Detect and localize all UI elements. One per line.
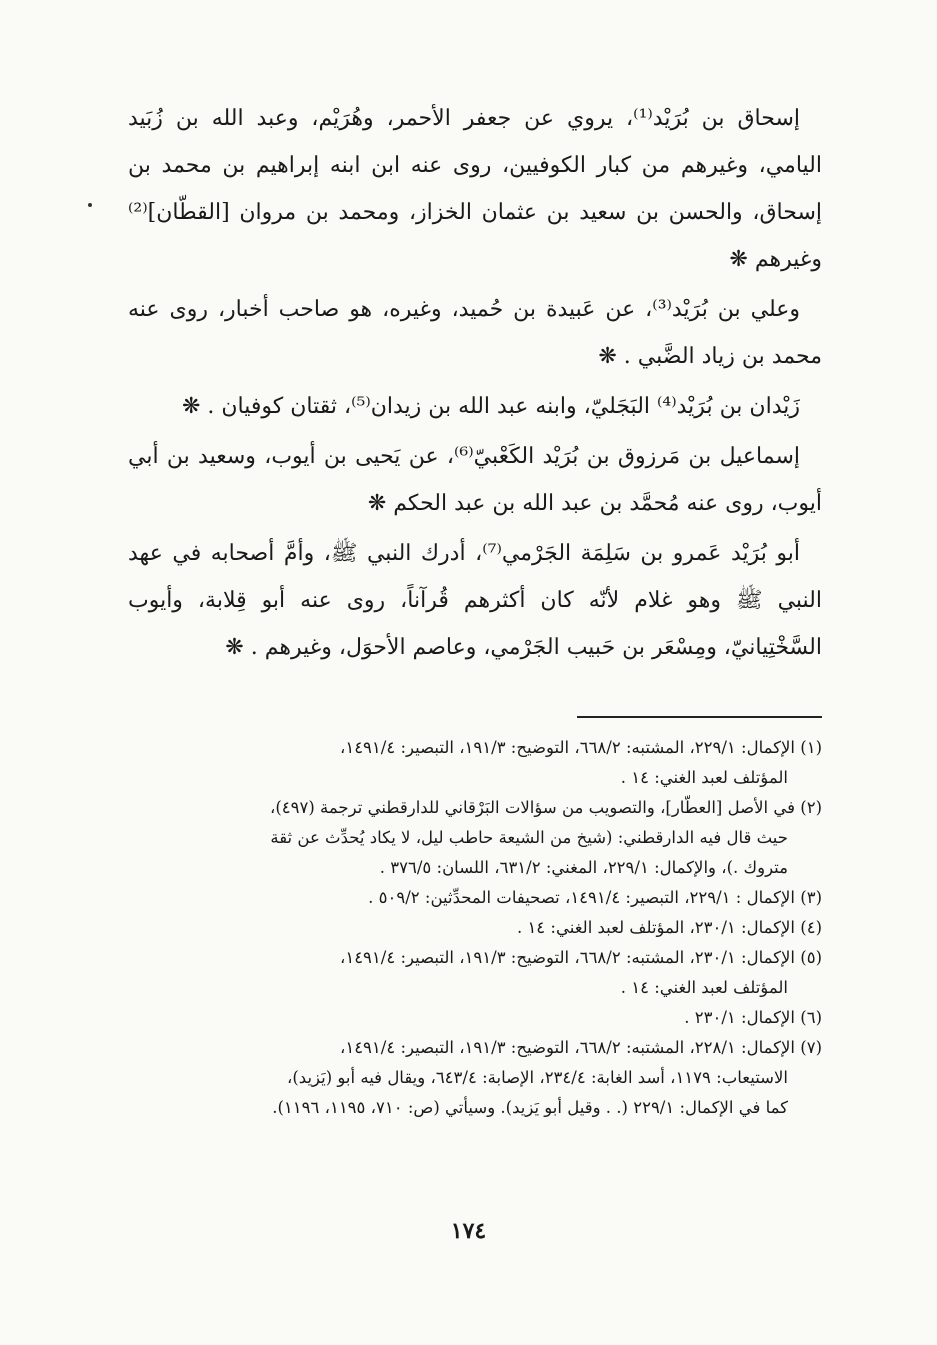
text-line: زَيْدان بن بُرَيْد⁽⁴⁾ البَجَليّ، وابنه عبد الله بن زيدان⁽⁵⁾، ثقتان [290,394,800,419]
text-line: روى عنه محمد بن زياد الضَّبي . ❋ [128,297,822,369]
text-line: السَّخْتِيانيّ، ومِسْعَر بن حَبيب الجَرْمي، وعاصم الأحوَل، وغيرهم . ❋ [225,635,822,660]
text-line: أبو بُرَيْد عَمرو بن سَلِمَة الجَرْمي⁽⁷⁾، أدرك النبي ﷺ، وأمَّ أصحابه في [172,541,801,566]
text-line: كوفيان . ❋ [181,394,284,419]
footnote-separator [577,716,822,718]
text-line: إسحاق بن بُرَيْد⁽¹⁾، يروي عن جعفر الأحمر، وهُرَيْم، وعبد الله بن [175,106,801,131]
text-line: عهد النبي ﷺ وهو غلام لأنّه كان أكثرهم قُرآناً، روى عنه أبو قِلابة، وأيوب [128,541,822,613]
footnote-line: المؤتلف لعبد الغني: ١٤ . [620,978,788,997]
entry-abu-burayd-amr [128,530,822,671]
footnote-4 [128,913,822,943]
footnote-line: حيث قال فيه الدارقطني: (شيخ من الشيعة حاطب ليل، لا يكاد يُحدِّث عن ثقة [270,828,788,847]
footnote-line: (٥) الإكمال: ٢٣٠/١، المشتبه: ٦٦٨/٢، التوضيح: ١٩١/٣، التبصير: ١٤٩١/٤، [340,948,822,967]
page-number: ١٧٤ [450,1218,487,1244]
footnote-line: المؤتلف لعبد الغني: ١٤ . [620,768,788,787]
text-line: وعلي بن بُرَيْد⁽³⁾، عن عَبيدة بن حُميد، وغيره، هو صاحب أخبار، [217,297,800,322]
footnote-line: (٢) في الأصل [العطّار]، والتصويب من سؤالات البَرْقاني للدارقطني ترجمة (٤٩٧)، [270,798,822,817]
entry-zaydan-bin-burayd [128,383,822,430]
text-line: زُبَيد اليامي، وغيرهم من كبار الكوفيين، روى عنه ابن ابنه إبراهيم بن [128,106,822,178]
footnote-line: (١) الإكمال: ٢٢٩/١، المشتبه: ٦٦٨/٢، التوضيح: ١٩١/٣، التبصير: ١٤٩١/٤، [340,738,822,757]
entry-ismail-bin-marzuq [128,433,822,527]
footnote-6 [128,1003,822,1033]
entry-ishaq-bin-burayd [128,95,822,283]
footnote-line: متروك .)، والإكمال: ٢٢٩/١، المغني: ٦٣١/٢، اللسان: ٣٧٦/٥ . [379,858,788,877]
main-text-body [128,95,822,674]
footnote-3 [128,883,822,913]
footnotes-section [128,733,822,1123]
footnote-line: (٧) الإكمال: ٢٢٨/١، المشتبه: ٦٦٨/٢، التوضيح: ١٩١/٣، التبصير: ١٤٩١/٤، [340,1038,822,1057]
text-line: وسعيد بن أبي أيوب، روى عنه مُحمَّد بن عبد الله بن عبد الحكم ❋ [128,444,822,516]
text-line: محمد بن إسحاق، والحسن بن سعيد بن عثمان الخزاز، ومحمد بن مروان [128,153,822,225]
text-line: [القطّان]⁽²⁾ وغيرهم ❋ [128,200,822,272]
footnote-7 [128,1033,822,1123]
text-line: إسماعيل بن مَرزوق بن بُرَيْد الكَعْبيّ⁽⁶⁾، عن يَحيى بن أيوب، [264,444,800,469]
footnote-1 [128,733,822,793]
entry-ali-bin-burayd [128,286,822,380]
footnote-2 [128,793,822,883]
footnote-line: (٣) الإكمال : ٢٢٩/١، التبصير: ١٤٩١/٤، تصحيفات المحدِّثين: ٥٠٩/٢ . [368,888,822,907]
footnote-line: (٦) الإكمال: ٢٣٠/١ . [684,1008,822,1027]
footnote-5 [128,943,822,1003]
margin-dot [88,203,92,207]
footnote-line: كما في الإكمال: ٢٢٩/١ (. . وقيل أبو يَزيد). وسيأتي (ص: ٧١٠، ١١٩٥، ١١٩٦). [272,1098,788,1117]
footnote-line: (٤) الإكمال: ٢٣٠/١، المؤتلف لعبد الغني: ١٤ . [516,918,822,937]
footnote-line: الاستيعاب: ١١٧٩، أسد الغابة: ٢٣٤/٤، الإصابة: ٦٤٣/٤، ويقال فيه أبو (يَزيد)، [287,1068,788,1087]
